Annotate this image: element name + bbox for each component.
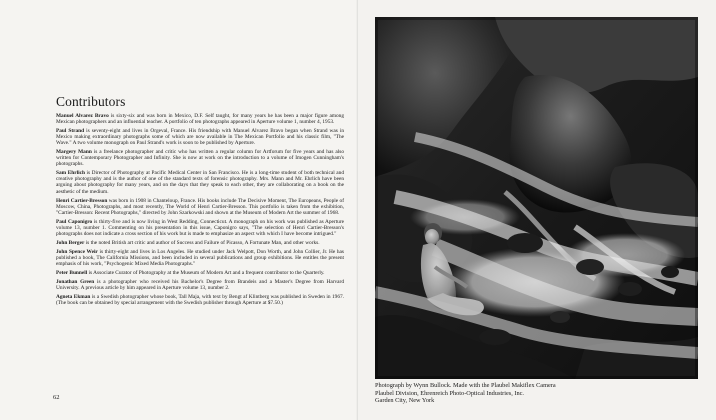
contributor-entry: [56, 219, 344, 237]
contributor-bio: is a photographer who received his Bachelor's Degree from Brandeis and a Master's Degree from Harvard University. A previous article by him appeared in Aperture volume 13, number 2.: [56, 278, 344, 291]
contributor-name: Henri Cartier-Bresson: [56, 197, 108, 204]
contributor-entry: [56, 198, 344, 216]
page-number: 62: [53, 394, 60, 401]
contributor-name: Peter Bunnell: [56, 269, 88, 276]
photograph-rendering: [375, 17, 698, 379]
contributor-bio: is a freelance photographer and critic who has written a regular column for Artforum for five years and has also written for Contemporary Photographer and Infinity. She is now at work on the introduction to a volume of Imogen Cunningham's photographs.: [56, 149, 344, 168]
contributor-name: Margery Mann: [56, 149, 92, 156]
contributor-bio: is Director of Photography at Pacific Medical Center in San Francisco. He is a long-time student of both technical and creative photography and is the author of one of the standard texts of forensic photography. Mrs. Mann and Mr. Ehrlich have been arguing about photography for many years, and on the days that they speak to each other, they are collaborating on a book on the aesthetic of the medium.: [56, 170, 344, 195]
contributor-name: John Spence Weir: [56, 248, 98, 255]
page-heading: Contributors: [56, 94, 126, 109]
contributor-name: Sam Ehrlich: [56, 170, 85, 177]
contributor-bio: is thirty-five and is now living in West Redding, Connecticut. A monograph on his work was published as Aperture volume 13, number 1. Commenting on his presentation in this issue, Caponigro says, "The selection of Henri Cartier-Bresson's photographs does not indicate a cross section of his work but is made to emphasize an aspect with which I have become intrigued.": [56, 218, 345, 237]
contributor-entry: [56, 149, 344, 167]
caption-line: Garden City, New York: [375, 397, 435, 405]
contributor-name: Paul Caponigro: [56, 218, 93, 225]
contributor-name: Manuel Alvarez Bravo: [56, 113, 109, 119]
contributor-name: Paul Strand: [56, 128, 85, 135]
contributor-entry: [56, 240, 344, 246]
photo-caption: [375, 382, 695, 405]
contributor-bio: is the noted British art critic and author of Success and Failure of Picasso, A Fortunate Man, and other works.: [84, 239, 320, 246]
contributor-bio: is sixty-six and was born in Mexico, D.F. Self taught, for many years he has been a major figure among Mexican photographers and an influential teacher. A portfolio of ten photographs appeared in Aperture volume 1, number 4, 1953.: [56, 113, 344, 126]
bw-photograph: [375, 17, 698, 379]
caption-line: Plaubel Division, Ehrenreich Photo-Optical Industries, Inc.: [375, 389, 524, 397]
contributor-bio: is a Swedish photographer whose book, Tall Maja, with text by Bengt af Klintberg was published in Sweden in 1967. (The book can be obtained by special arrangement with the Swedish publisher through Aperture at $7.50.): [56, 293, 345, 306]
contributor-entry: [56, 270, 344, 276]
contributor-name: John Berger: [56, 239, 85, 246]
contributor-entry: [56, 170, 344, 194]
right-page: [358, 0, 716, 420]
contributor-bio: is thirty-eight and lives in Los Angeles. He studied under Jack Welpott, Don Worth, and John Collier, Jr. He has published a book, The California Missions, and been included in several publications and group exhibitions. He entitles the present emphasis of his work, "Psychogenic Mixed Media Photographs.": [56, 248, 345, 267]
contributor-entry: [56, 249, 344, 267]
contributor-name: Agneta Ekman: [56, 293, 91, 300]
contributor-entry: [56, 128, 344, 146]
contributor-name: Jonathan Green: [56, 278, 95, 285]
contributor-entry: [56, 279, 344, 291]
caption-line: Photograph by Wynn Bullock. Made with the Plaubel Makiflex Camera: [375, 382, 556, 389]
contributor-entry: [56, 113, 344, 125]
contributor-bio: was born in 1908 in Chanteloup, France. His books include The Decisive Moment, The Europeans, People of Moscow, China, Photographs, and most recently, The World of Henri Cartier-Bresson. This portfolio is taken from the exhibition, "Cartier-Bresson: Recent Photographs," directed by John Szarkowski and shown at the Museum of Modern Art the summer of 1968.: [56, 197, 344, 216]
contributor-entry: [56, 294, 344, 306]
contributor-bio: is Associate Curator of Photography at the Museum of Modern Art and a frequent contributor to the Quarterly.: [87, 269, 325, 276]
contributor-bio: is seventy-eight and lives in Orgeval, France. His friendship with Manuel Alvarez Bravo began when Strand was in Mexico making extraordinary photographs some of which are now available in The Mexican Portfolio and his classic film, "The Wave." A two volume monograph on Paul Strand's work is soon to be published by Aperture.: [56, 128, 345, 147]
contributors-list: [56, 113, 344, 309]
